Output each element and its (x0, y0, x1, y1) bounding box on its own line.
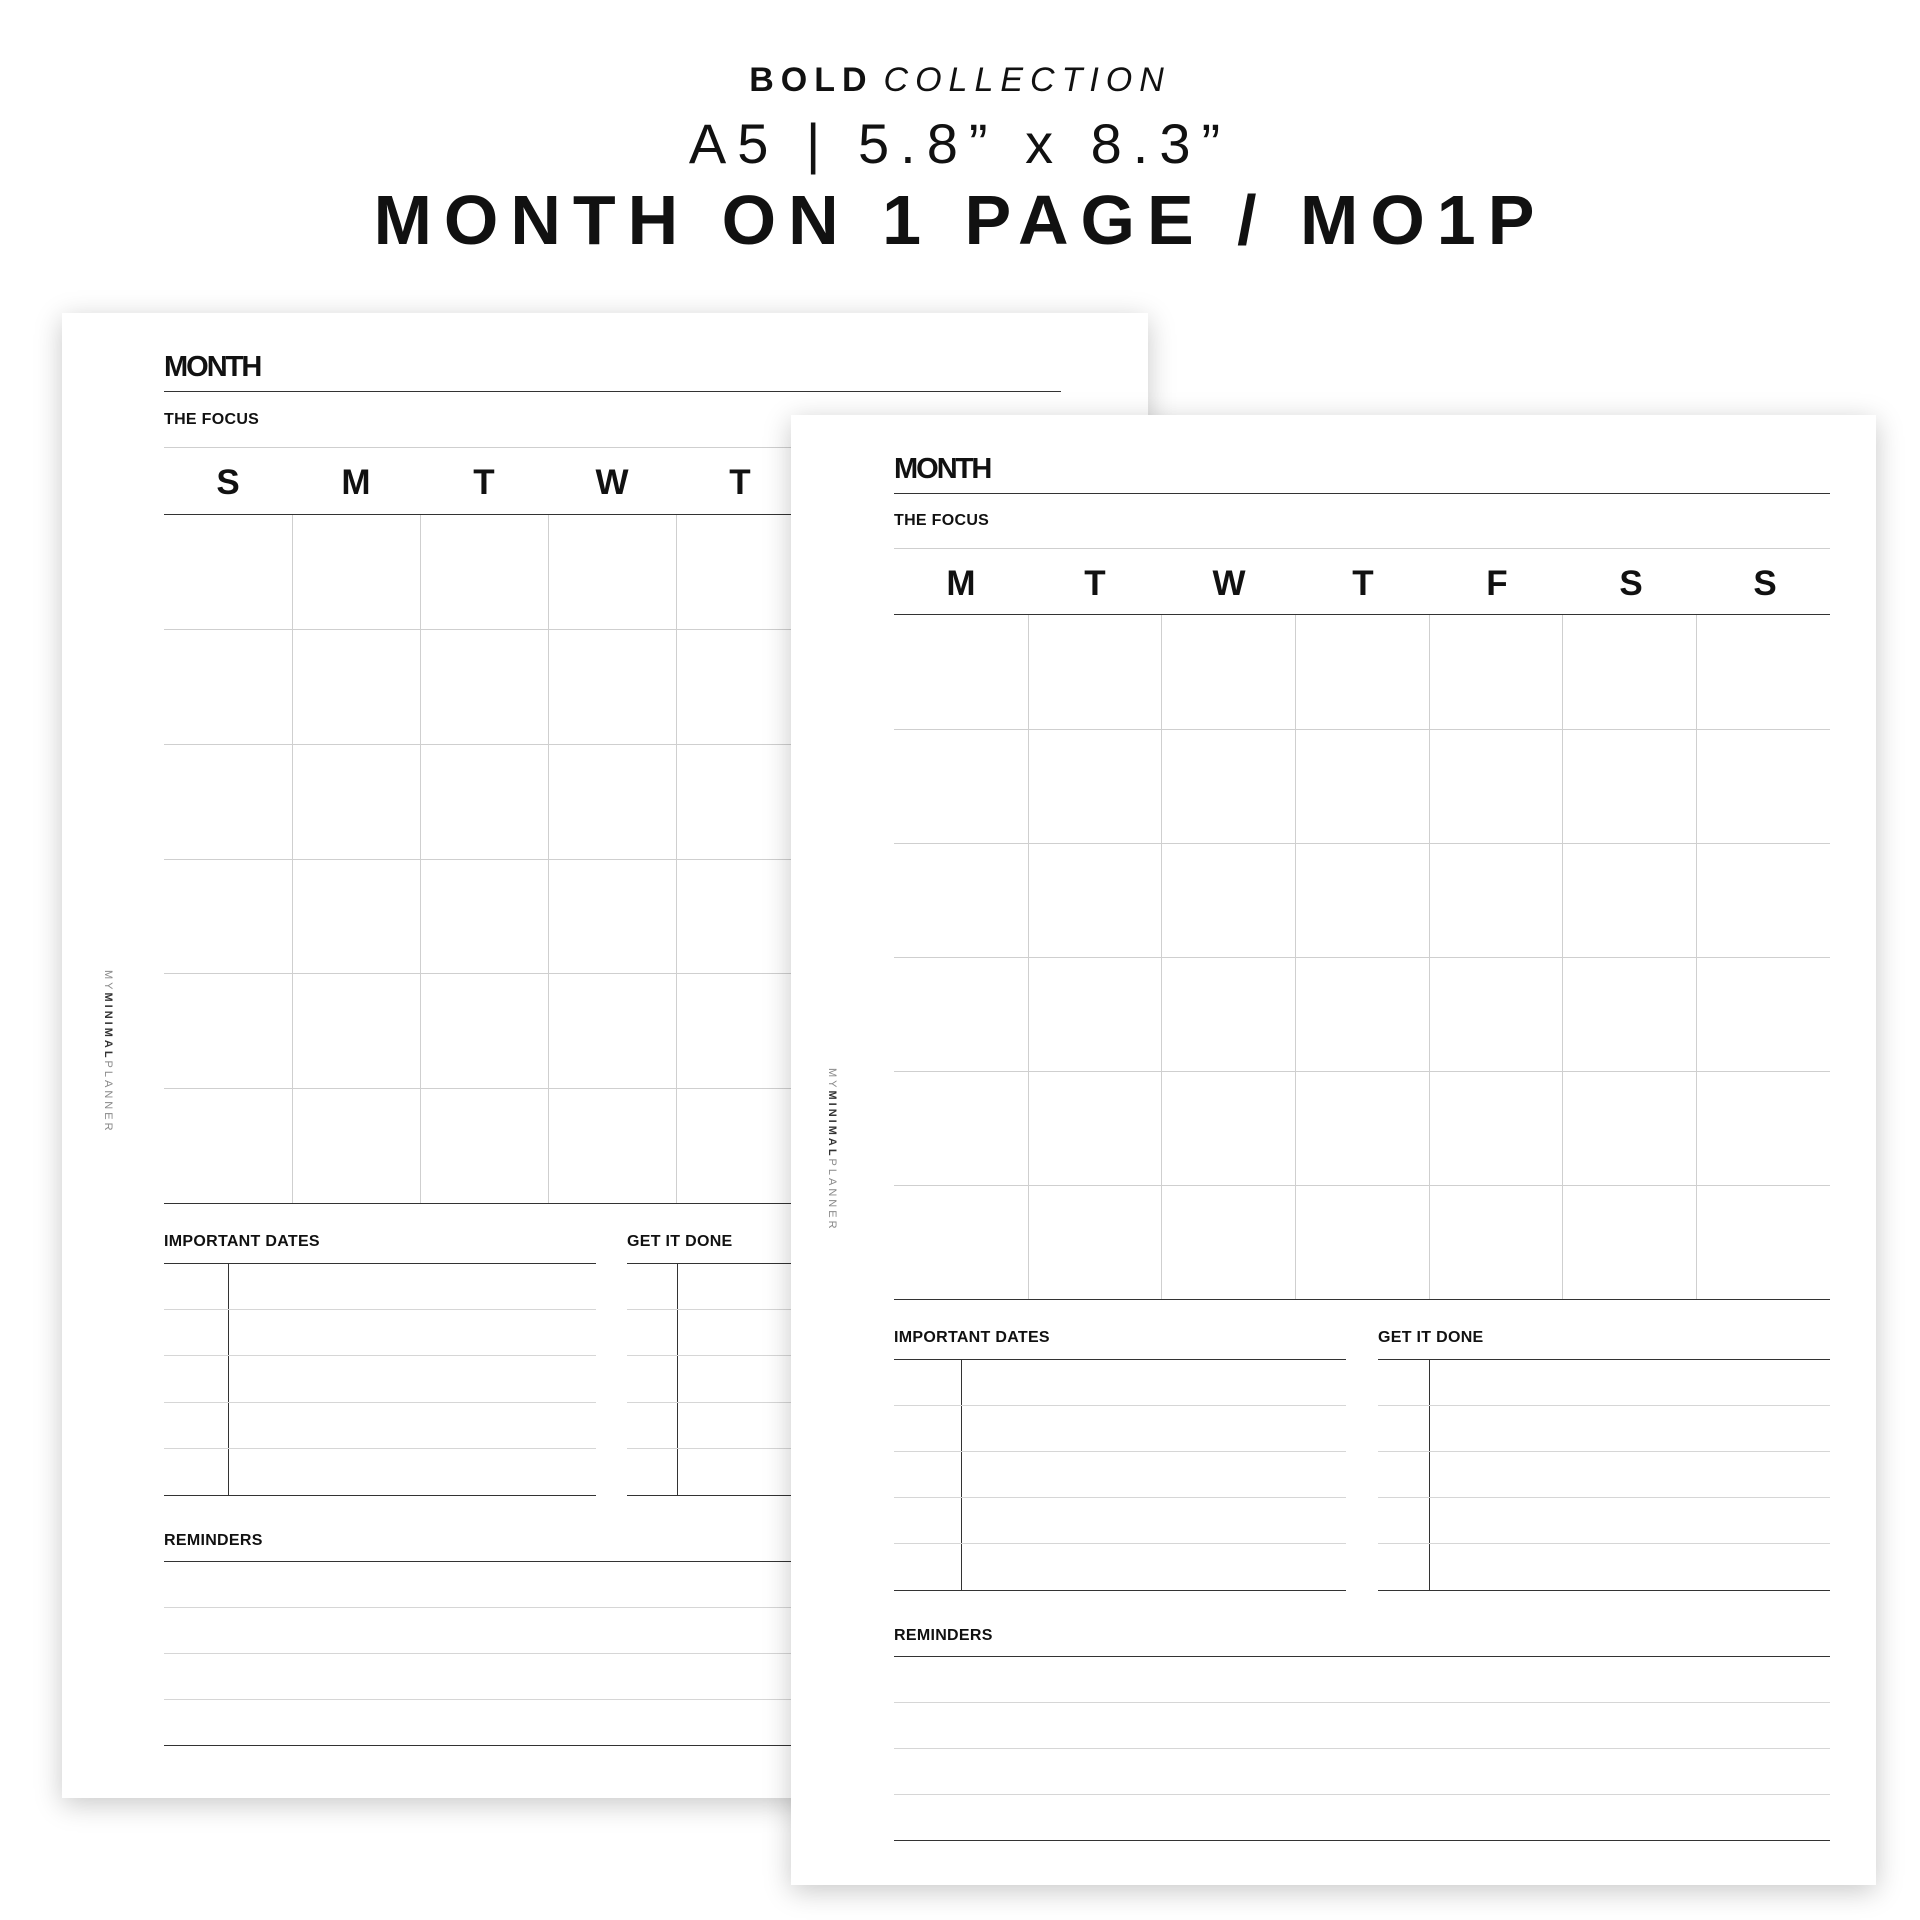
collection-bold-text: BOLD (749, 61, 874, 99)
month-label: MONTH (164, 351, 261, 383)
focus-rule (894, 548, 1830, 549)
get-it-done-label: GET IT DONE (627, 1233, 733, 1250)
day-headers (164, 463, 804, 503)
day-header: F (1486, 564, 1508, 603)
size-heading: A5 | 5.8” x 8.3” (688, 112, 1232, 175)
day-header: T (729, 463, 751, 502)
day-header: T (473, 463, 495, 502)
day-headers (894, 564, 1832, 604)
product-title: MONTH ON 1 PAGE / MO1P (373, 181, 1547, 259)
reminders-label: REMINDERS (894, 1627, 993, 1644)
planner-sheet-monday-start (791, 415, 1876, 1885)
day-header: M (341, 463, 371, 502)
month-rule (894, 493, 1830, 494)
get-it-done-box (1378, 1359, 1830, 1592)
grid-bottom-rule (894, 1299, 1830, 1300)
brand-watermark: MYMINIMALPLANNER (102, 970, 114, 1134)
calendar-grid (894, 615, 1830, 1299)
focus-label: THE FOCUS (894, 512, 990, 529)
day-header: M (946, 564, 976, 603)
day-header: S (216, 463, 240, 502)
brand-watermark: MYMINIMALPLANNER (826, 1068, 838, 1232)
day-header: W (595, 463, 629, 502)
focus-label: THE FOCUS (164, 411, 260, 428)
important-dates-label: IMPORTANT DATES (894, 1329, 1050, 1346)
day-header: T (1084, 564, 1106, 603)
important-dates-box (164, 1263, 596, 1497)
important-dates-box (894, 1359, 1346, 1592)
collection-italic-text: COLLECTION (883, 61, 1171, 99)
month-rule (164, 391, 1061, 392)
day-header: S (1619, 564, 1643, 603)
day-header: W (1212, 564, 1246, 603)
reminders-box (894, 1656, 1830, 1842)
day-header: T (1352, 564, 1374, 603)
month-label: MONTH (894, 453, 991, 485)
day-header: S (1753, 564, 1777, 603)
get-it-done-label: GET IT DONE (1378, 1329, 1484, 1346)
important-dates-label: IMPORTANT DATES (164, 1233, 320, 1250)
reminders-label: REMINDERS (164, 1532, 263, 1549)
collection-heading (0, 58, 1920, 102)
